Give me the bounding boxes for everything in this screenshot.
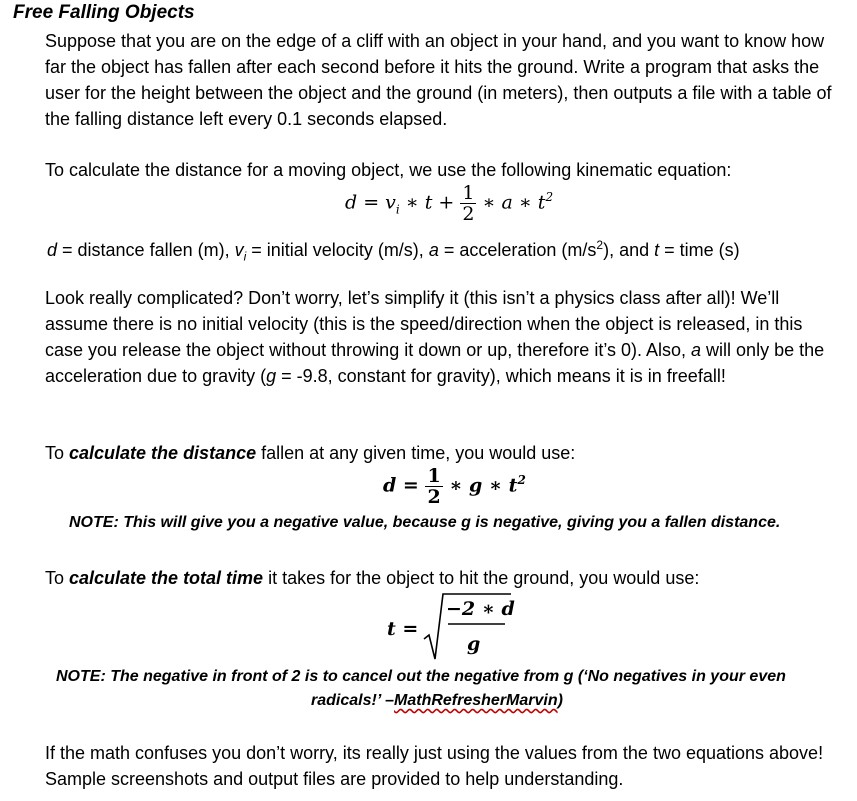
simplify-a: a [691, 340, 702, 360]
time-post: it takes for the object to hit the ground, you would use: [263, 568, 700, 588]
eq1-frac-num: 1 [462, 182, 475, 204]
legend-a-text: = acceleration (m/s [438, 240, 597, 260]
distance-equation [383, 466, 526, 507]
eq1-fraction [460, 183, 476, 224]
distance-note: NOTE: This will give you a negative value, because g is negative, giving you a fallen distance. [69, 514, 781, 531]
simplify-p3: = -9.8, constant for gravity), which means it is in freefall! [276, 366, 726, 386]
distance-eq-lhs: d = [383, 474, 426, 497]
distance-bold: calculate the distance [69, 443, 257, 463]
distance-post: fallen at any given time, you would use: [256, 443, 576, 463]
eq1-rhs: ∗ a ∗ t [476, 191, 546, 214]
time-note-close: ) [557, 692, 563, 709]
legend-a-end: ), and [603, 240, 655, 260]
eq1-lhs: d = v [345, 191, 396, 214]
time-eq-lhs: t = [387, 618, 419, 640]
eq1-sub: i [395, 202, 400, 217]
legend-v-text: = initial velocity (m/s), [246, 240, 429, 260]
eq1-sup: 2 [545, 190, 554, 205]
distance-fraction [425, 466, 442, 507]
time-heading [45, 565, 843, 591]
legend-a: a [428, 240, 439, 260]
closing-paragraph: If the math confuses you don’t worry, its really just using the values from the two equations above! Sample screenshots and output files are provided to help understanding. [45, 743, 824, 789]
intro-paragraph: Suppose that you are on the edge of a cliff with an object in your hand, and you want to know how far the object has fallen after each second before it hits the ground. Write a program that asks the user for the height between the object and the ground (in meters), then outputs a file with a table of the falling distance left every 0.1 seconds elapsed. [45, 31, 832, 129]
simplify-p1: Look really complicated? Don’t worry, let’s simplify it (this isn’t a physics class after all)! We’ll assume there is no initial velocity (this is the speed/direction when the object is released, in this case you release the object without throwing it down or up, therefore it’s 0). Also, [45, 288, 803, 360]
legend-a-sup: 2 [596, 238, 604, 252]
simplify-p2: will only be the acceleration due to gravity ( [45, 340, 825, 386]
eq1-frac-den: 2 [462, 203, 475, 225]
time-pre: To [45, 568, 70, 588]
simplify-g: g [266, 366, 277, 386]
eq1-mid: ∗ t + [399, 191, 461, 214]
document-title: Free Falling Objects [13, 2, 195, 23]
distance-frac-den: 2 [427, 486, 441, 508]
legend-d-text: = distance fallen (m), [57, 240, 235, 260]
distance-heading [45, 440, 843, 466]
distance-eq-sup: 2 [517, 473, 526, 488]
kinematic-equation [345, 183, 553, 224]
time-note-quote: radicals!’ – [311, 692, 395, 709]
legend-v-sub: i [243, 249, 247, 264]
variable-legend [47, 232, 843, 270]
time-eq-numerator: −2 ∗ d [446, 598, 515, 620]
time-bold: calculate the total time [69, 568, 264, 588]
legend-v: v [234, 240, 244, 260]
distance-eq-rhs: ∗ g ∗ t [442, 474, 518, 497]
legend-t: t [654, 240, 660, 260]
time-note-line2 [311, 692, 563, 710]
distance-frac-num: 1 [427, 465, 441, 487]
legend-d: d [47, 240, 58, 260]
legend-t-text: = time (s) [659, 240, 740, 260]
time-eq-denominator: g [467, 633, 481, 655]
time-note-line1: NOTE: The negative in front of 2 is to cancel out the negative from g (‘No negatives in your even [56, 668, 786, 685]
time-note-author: MathRefresherMarvin [394, 692, 558, 709]
kinematic-intro: To calculate the distance for a moving object, we use the following kinematic equation: [45, 160, 732, 180]
simplify-paragraph [45, 285, 843, 389]
distance-pre: To [45, 443, 70, 463]
